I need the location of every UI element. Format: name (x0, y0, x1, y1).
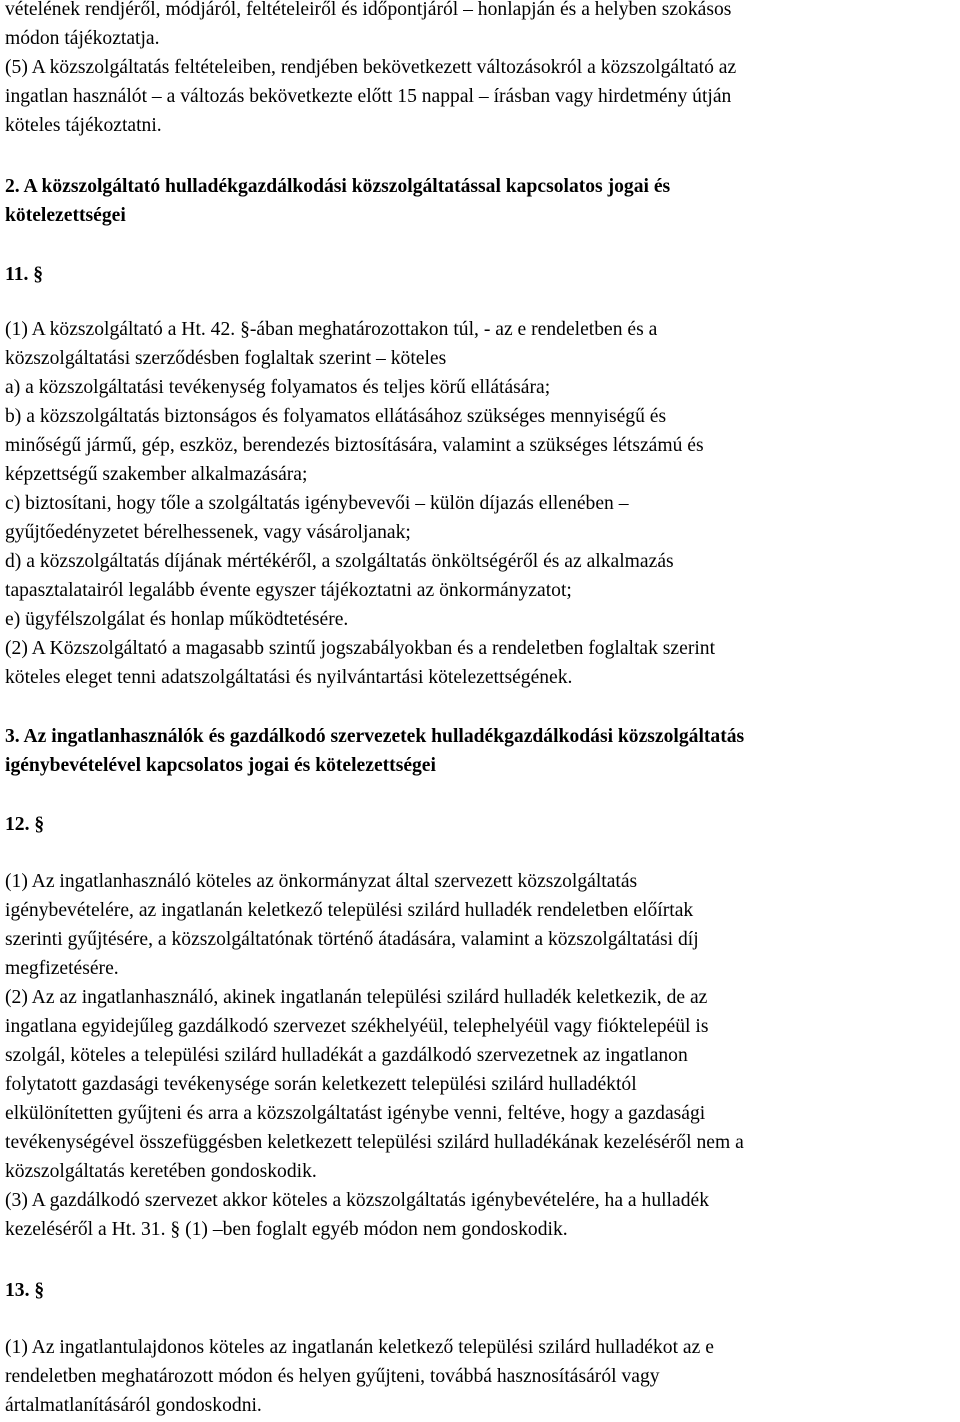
section-heading: igénybevételével kapcsolatos jogai és kötelezettségei (5, 755, 436, 776)
text-line: köteles tájékoztatni. (5, 115, 162, 136)
text-line: d) a közszolgáltatás díjának mértékéről, a szolgáltatás önköltségéről és az alkalmazás (5, 551, 674, 572)
paragraph-number: 13. § (5, 1280, 45, 1301)
text-line: rendeletben meghatározott módon és helyen gyűjteni, továbbá hasznosításáról vagy (5, 1366, 660, 1387)
text-line: kezeléséről a Ht. 31. § (1) –ben foglalt egyéb módon nem gondoskodik. (5, 1219, 568, 1240)
text-line: képzettségű szakember alkalmazására; (5, 464, 308, 485)
section-heading: 2. A közszolgáltató hulladékgazdálkodási közszolgáltatással kapcsolatos jogai és (5, 176, 671, 197)
text-line: (1) Az ingatlantulajdonos köteles az ingatlanán keletkező települési szilárd hulladékot az e (5, 1337, 714, 1358)
text-line: igénybevételére, az ingatlanán keletkező települési szilárd hulladék rendeletben előírtak (5, 900, 694, 921)
text-line: ingatlan használót – a változás bekövetkezte előtt 15 nappal – írásban vagy hirdetmény útján (5, 86, 732, 107)
text-line: módon tájékoztatja. (5, 28, 160, 49)
text-line: közszolgáltatás keretében gondoskodik. (5, 1161, 317, 1182)
text-line: minőségű jármű, gép, eszköz, berendezés biztosítására, valamint a szükséges létszámú és (5, 435, 704, 456)
text-line: tapasztalatairól legalább évente egyszer tájékoztatni az önkormányzatot; (5, 580, 572, 601)
paragraph-number: 11. § (5, 264, 44, 285)
text-line: (5) A közszolgáltatás feltételeiben, rendjében bekövetkezett változásokról a közszolgáltató az (5, 57, 737, 78)
text-line: (2) A Közszolgáltató a magasabb szintű jogszabályokban és a rendeletben foglaltak szerint (5, 638, 716, 659)
text-line: e) ügyfélszolgálat és honlap működtetésére. (5, 609, 349, 630)
text-line: megfizetésére. (5, 958, 119, 979)
text-line: ingatlana egyidejűleg gazdálkodó szervezet székhelyéül, telephelyéül vagy fióktelepéül is (5, 1016, 709, 1037)
text-line: b) a közszolgáltatás biztonságos és folyamatos ellátásához szükséges mennyiségű és (5, 406, 667, 427)
text-line: (1) Az ingatlanhasználó köteles az önkormányzat által szervezett közszolgáltatás (5, 871, 638, 892)
text-line: szolgál, köteles a települési szilárd hulladékát a gazdálkodó szervezetnek az ingatlanon (5, 1045, 688, 1066)
text-line: c) biztosítani, hogy tőle a szolgáltatás igénybevevői – külön díjazás ellenében – (5, 493, 629, 514)
text-line: ártalmatlanításáról gondoskodni. (5, 1395, 262, 1416)
text-line: elkülönítetten gyűjteni és arra a közszolgáltatást igénybe venni, feltéve, hogy a gazdasági (5, 1103, 706, 1124)
paragraph-number: 12. § (5, 814, 45, 835)
text-line: tevékenységével összefüggésben keletkezett települési szilárd hulladékának kezeléséről nem a (5, 1132, 744, 1153)
text-line: (2) Az az ingatlanhasználó, akinek ingatlanán települési szilárd hulladék keletkezik, de az (5, 987, 708, 1008)
text-line: köteles eleget tenni adatszolgáltatási és nyilvántartási kötelezettségének. (5, 667, 573, 688)
text-line: vételének rendjéről, módjáról, feltételeiről és időpontjáról – honlapján és a helyben szokásos (5, 0, 732, 20)
section-heading: 3. Az ingatlanhasználók és gazdálkodó szervezetek hulladékgazdálkodási közszolgáltatás (5, 726, 745, 747)
section-heading: kötelezettségei (5, 205, 126, 226)
text-line: gyűjtőedényzetet bérelhessenek, vagy vásároljanak; (5, 522, 411, 543)
text-line: (3) A gazdálkodó szervezet akkor köteles a közszolgáltatás igénybevételére, ha a hulladék (5, 1190, 709, 1211)
text-line: szerinti gyűjtésére, a közszolgáltatónak történő átadására, valamint a közszolgáltatási díj (5, 929, 699, 950)
text-line: a) a közszolgáltatási tevékenység folyamatos és teljes körű ellátására; (5, 377, 551, 398)
text-line: folytatott gazdasági tevékenysége során keletkezett települési szilárd hulladéktól (5, 1074, 637, 1095)
text-line: (1) A közszolgáltató a Ht. 42. §-ában meghatározottakon túl, - az e rendeletben és a (5, 319, 658, 340)
text-line: közszolgáltatási szerződésben foglaltak szerint – köteles (5, 348, 447, 369)
